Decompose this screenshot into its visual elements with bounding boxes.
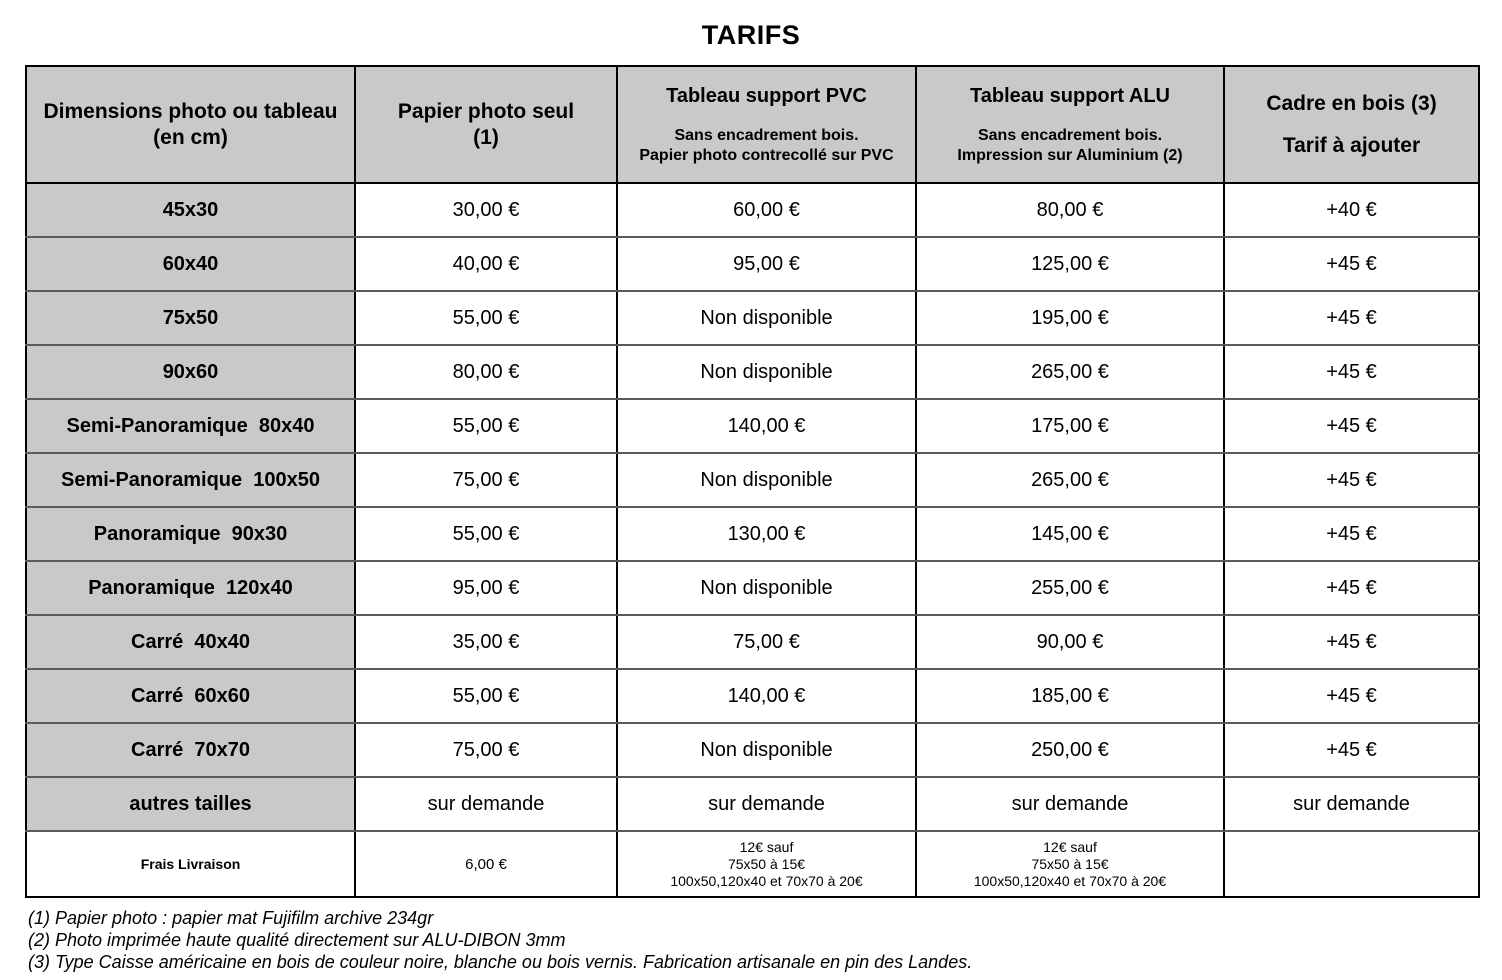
footnote-2: (2) Photo imprimée haute qualité directement sur ALU-DIBON 3mm [28,930,566,950]
table-row [26,507,1479,561]
row-label: Carré 70x70 [26,723,355,777]
papier-cell: 35,00 € [355,615,617,669]
header-dimensions-line2: (en cm) [153,125,228,149]
row-label: Panoramique 120x40 [26,561,355,615]
header-pvc-sub2: Papier photo contrecollé sur PVC [639,146,894,164]
papier-cell: 80,00 € [355,345,617,399]
table-row [26,669,1479,723]
row-label: Semi-Panoramique 80x40 [26,399,355,453]
footnotes [28,907,1502,973]
alu-cell: 175,00 € [916,399,1224,453]
row-label: 75x50 [26,291,355,345]
frais-pvc-cell [617,831,916,897]
papier-cell: 55,00 € [355,399,617,453]
papier-cell: 75,00 € [355,723,617,777]
alu-cell: sur demande [916,777,1224,831]
pvc-cell: 75,00 € [617,615,916,669]
cadre-cell: +45 € [1224,669,1479,723]
frais-alu-line2: 75x50 à 15€ [1031,855,1109,872]
pvc-cell: 60,00 € [617,183,916,237]
cadre-cell: +45 € [1224,345,1479,399]
cadre-cell: +45 € [1224,237,1479,291]
table-row [26,345,1479,399]
page-title: TARIFS [701,20,801,50]
papier-cell: 30,00 € [355,183,617,237]
alu-cell: 265,00 € [916,453,1224,507]
row-label: Semi-Panoramique 100x50 [26,453,355,507]
pvc-cell: 130,00 € [617,507,916,561]
table-row [26,237,1479,291]
header-papier-line2: (1) [473,125,499,149]
table-row [26,777,1479,831]
header-cadre-line2: Tarif à ajouter [1282,133,1421,157]
table-row [26,615,1479,669]
pvc-cell: Non disponible [617,345,916,399]
alu-cell: 250,00 € [916,723,1224,777]
pvc-cell: sur demande [617,777,916,831]
table-row [26,291,1479,345]
header-dimensions-line1: Dimensions photo ou tableau [43,99,338,123]
papier-cell: sur demande [355,777,617,831]
cadre-cell: +45 € [1224,399,1479,453]
cadre-cell: sur demande [1224,777,1479,831]
papier-cell: 40,00 € [355,237,617,291]
frais-pvc-line2: 75x50 à 15€ [727,855,806,872]
alu-cell: 185,00 € [916,669,1224,723]
papier-cell: 95,00 € [355,561,617,615]
col-header-pvc [617,66,916,183]
cadre-cell: +45 € [1224,507,1479,561]
alu-cell: 265,00 € [916,345,1224,399]
table-row [26,723,1479,777]
row-label: Carré 40x40 [26,615,355,669]
pvc-cell: Non disponible [617,561,916,615]
frais-alu-line1: 12€ sauf [1043,838,1097,855]
row-label: 60x40 [26,237,355,291]
pvc-cell: 95,00 € [617,237,916,291]
row-label: autres tailles [26,777,355,831]
header-alu-title: Tableau support ALU [970,84,1170,107]
pvc-cell: Non disponible [617,291,916,345]
cadre-cell: +45 € [1224,453,1479,507]
header-pvc-sub1: Sans encadrement bois. [674,126,859,144]
header-alu-sub2: Impression sur Aluminium (2) [957,146,1183,164]
alu-cell: 195,00 € [916,291,1224,345]
frais-papier-cell: 6,00 € [355,831,617,897]
header-alu-sub1: Sans encadrement bois. [977,126,1163,144]
header-papier-line1: Papier photo seul [397,99,575,123]
header-row [26,66,1479,183]
pvc-cell: 140,00 € [617,399,916,453]
pvc-cell: Non disponible [617,453,916,507]
tarifs-table [25,65,1480,898]
table-row [26,183,1479,237]
papier-cell: 75,00 € [355,453,617,507]
row-label: 45x30 [26,183,355,237]
col-header-papier [355,66,617,183]
row-label: Carré 60x60 [26,669,355,723]
cadre-cell: +45 € [1224,291,1479,345]
cadre-cell: +45 € [1224,615,1479,669]
table-row [26,453,1479,507]
frais-livraison-row [26,831,1479,897]
footnote-3: (3) Type Caisse américaine en bois de couleur noire, blanche ou bois vernis. Fabrication artisanale en pin des Landes. [28,952,973,972]
papier-cell: 55,00 € [355,669,617,723]
alu-cell: 255,00 € [916,561,1224,615]
row-label: 90x60 [26,345,355,399]
alu-cell: 90,00 € [916,615,1224,669]
alu-cell: 125,00 € [916,237,1224,291]
table-row [26,561,1479,615]
alu-cell: 145,00 € [916,507,1224,561]
alu-cell: 80,00 € [916,183,1224,237]
header-cadre-line1: Cadre en bois (3) [1266,91,1437,115]
col-header-cadre [1224,66,1479,183]
frais-alu-cell [916,831,1224,897]
papier-cell: 55,00 € [355,291,617,345]
cadre-cell: +45 € [1224,723,1479,777]
papier-cell: 55,00 € [355,507,617,561]
cadre-cell: +45 € [1224,561,1479,615]
header-cadre-gap [1229,117,1474,133]
table-row [26,399,1479,453]
frais-pvc-line1: 12€ sauf [739,838,794,855]
footnote-1: (1) Papier photo : papier mat Fujifilm archive 234gr [28,908,434,928]
col-header-dimensions [26,66,355,183]
row-label: Panoramique 90x30 [26,507,355,561]
pvc-cell: 140,00 € [617,669,916,723]
col-header-alu [916,66,1224,183]
header-pvc-title: Tableau support PVC [666,84,867,107]
pvc-cell: Non disponible [617,723,916,777]
cadre-cell: +40 € [1224,183,1479,237]
frais-pvc-line3: 100x50,120x40 et 70x70 à 20€ [670,872,863,889]
frais-alu-line3: 100x50,120x40 et 70x70 à 20€ [973,872,1167,889]
frais-row-label: Frais Livraison [26,831,355,897]
frais-cadre-cell [1224,831,1479,897]
